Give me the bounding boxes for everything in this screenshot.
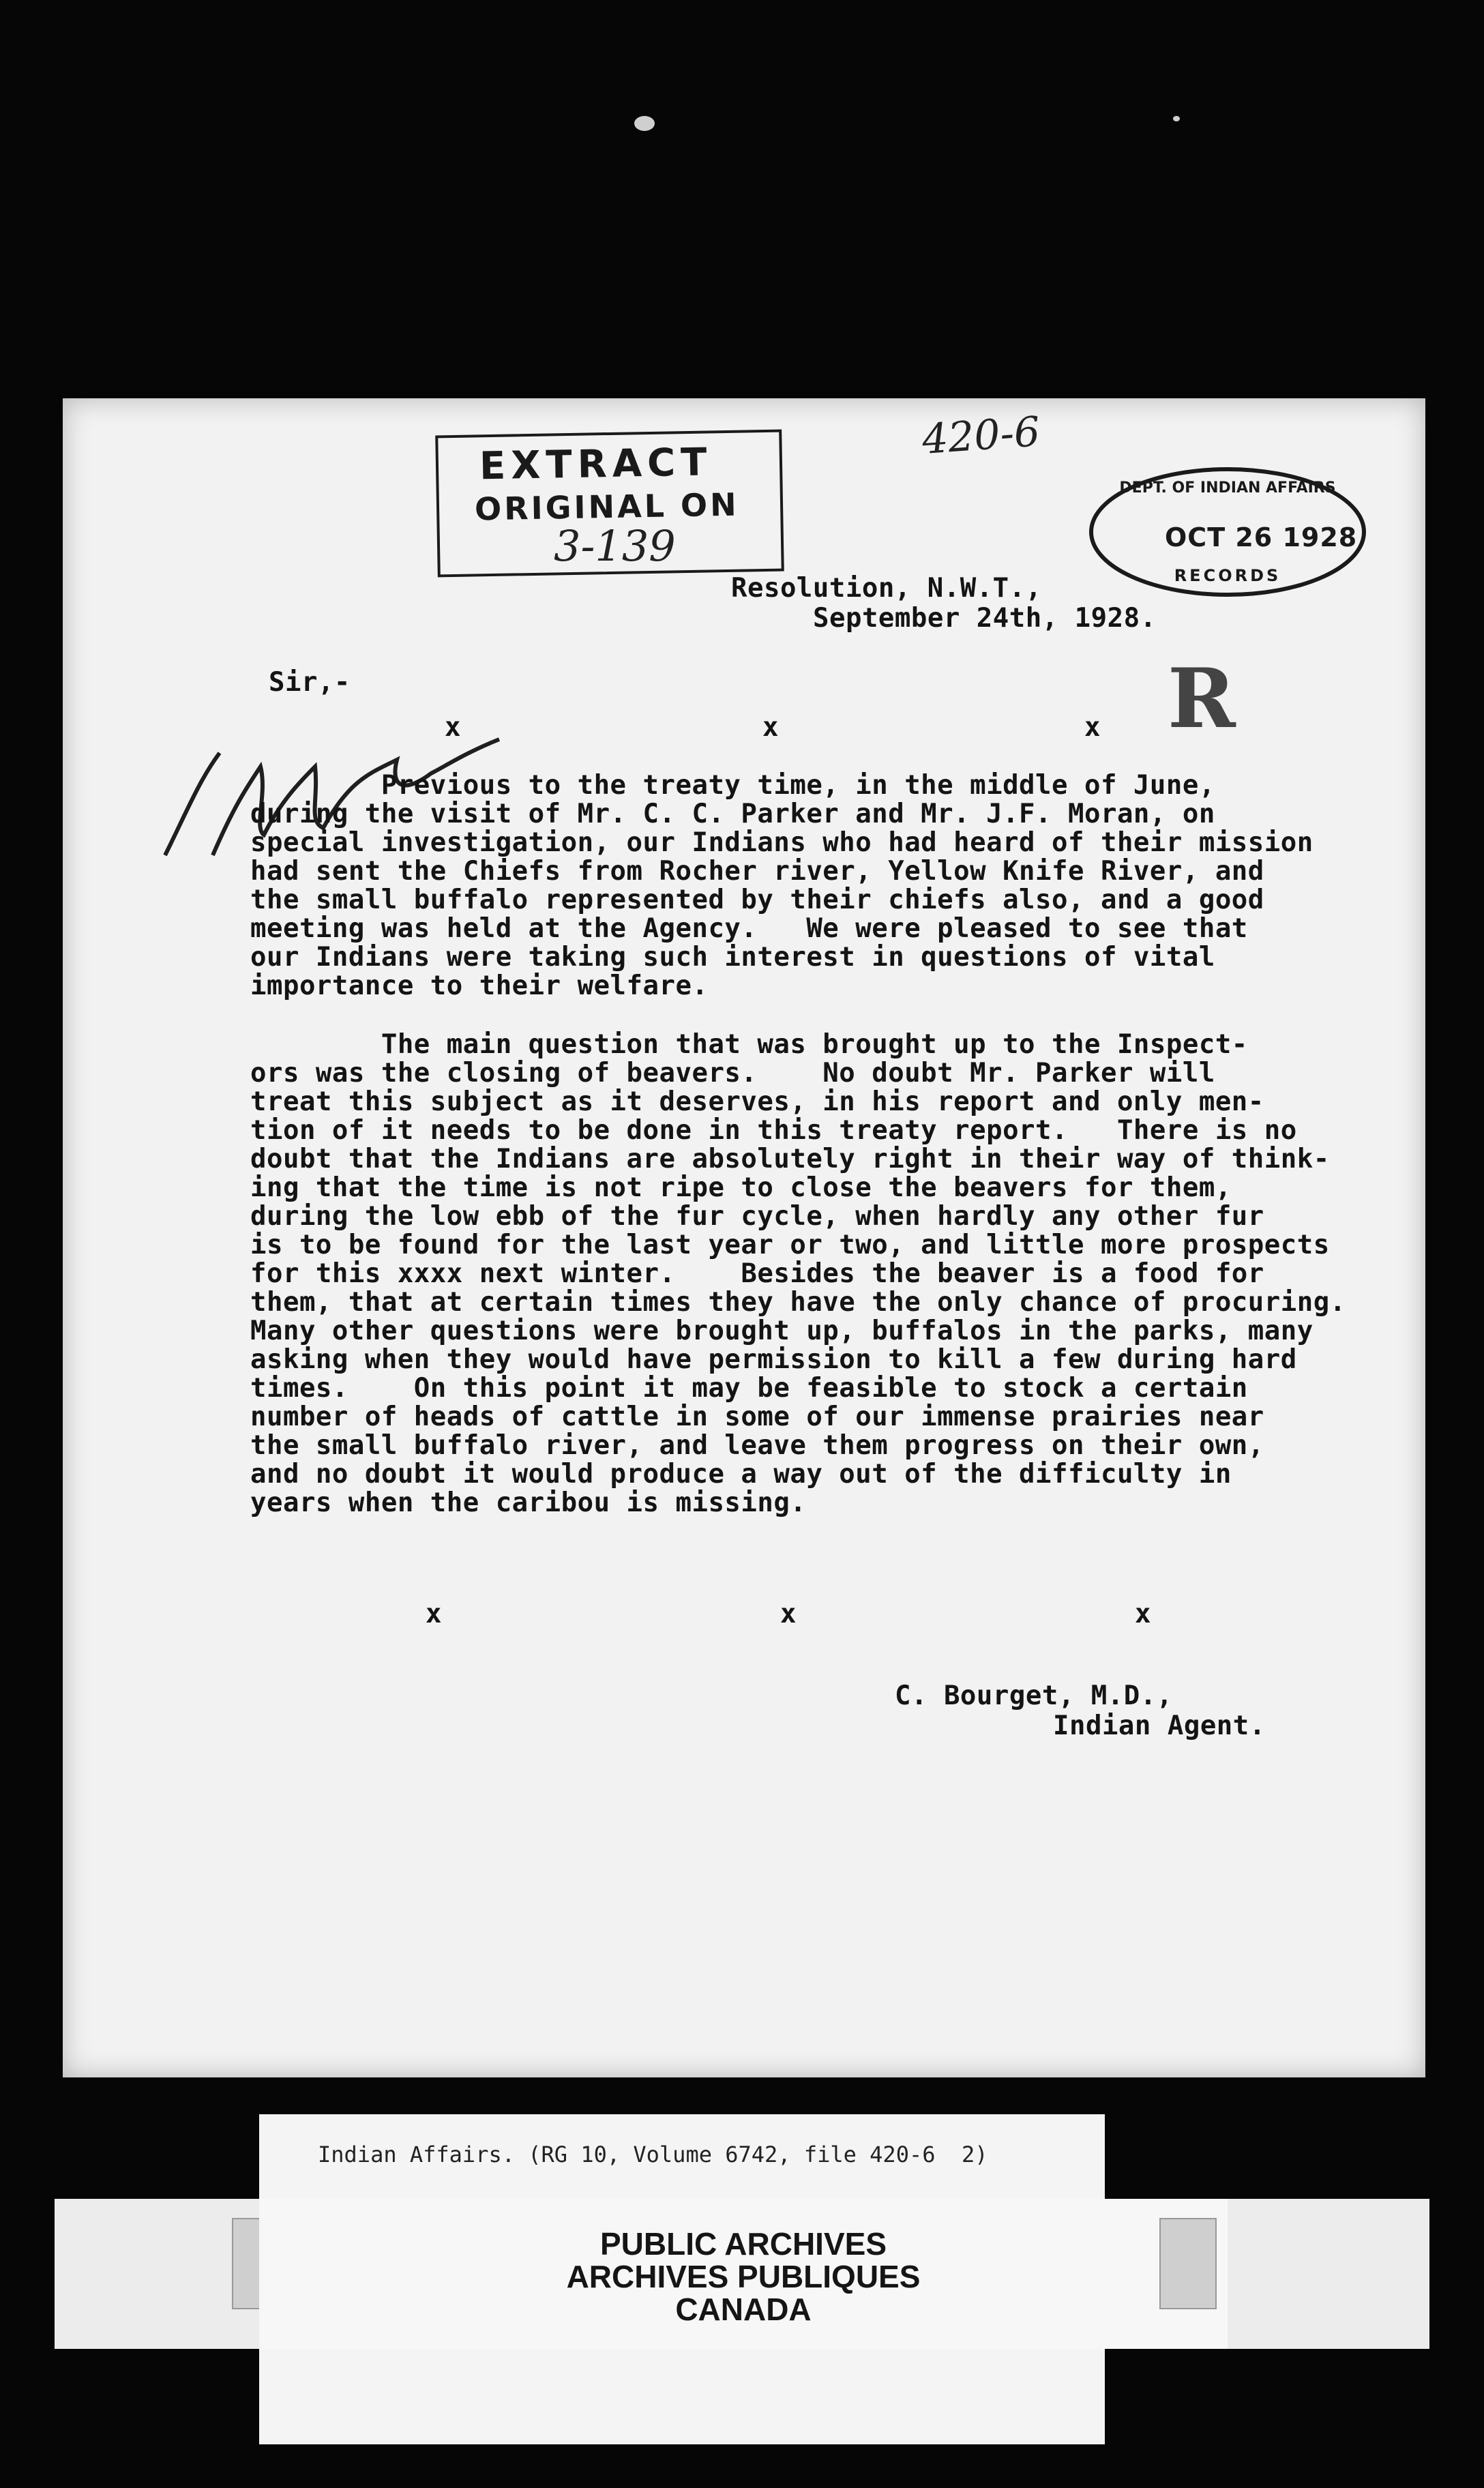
paragraph-line: and no doubt it would produce a way out of the difficulty in (250, 1459, 1232, 1490)
separator-mark: x (426, 1599, 442, 1629)
paragraph-line: years when the caribou is missing. (250, 1487, 807, 1518)
paragraph-line: asking when they would have permission to kill a few during hard (250, 1344, 1297, 1375)
separator-mark: x (1084, 712, 1101, 743)
records-stamp-bottom-text: RECORDS (1174, 566, 1281, 585)
film-speck (634, 116, 655, 131)
paragraph-line: our Indians were taking such interest in questions of vital (250, 942, 1215, 973)
received-mark: R (1168, 651, 1236, 747)
paragraph-line: for this xxxx next winter. Besides the beaver is a food for (250, 1258, 1264, 1289)
archive-reference-strip (259, 2114, 1105, 2199)
signature-name: C. Bourget, M.D., (895, 1680, 1173, 1711)
extract-stamp-title: EXTRACT (479, 440, 713, 489)
paragraph-line: had sent the Chiefs from Rocher river, Yellow Knife River, and (250, 856, 1264, 887)
paragraph-line: doubt that the Indians are absolutely right in their way of think- (250, 1144, 1330, 1174)
paragraph-line: Previous to the treaty time, in the middle of June, (250, 770, 1215, 801)
separator-mark: x (1135, 1599, 1151, 1629)
archive-line-1: PUBLIC ARCHIVES (600, 2226, 887, 2262)
signature-title: Indian Agent. (1053, 1710, 1266, 1741)
paragraph-line: ors was the closing of beavers. No doubt Mr. Parker will (250, 1058, 1215, 1088)
archive-label-bottom-strip (259, 2349, 1105, 2444)
paragraph-line: number of heads of cattle in some of our immense prairies near (250, 1402, 1264, 1432)
paragraph-line: ing that the time is not ripe to close the beavers for them, (250, 1172, 1232, 1203)
letter-date: September 24th, 1928. (813, 603, 1157, 634)
letter-page (63, 398, 1425, 2077)
paragraph-line: the small buffalo represented by their chiefs also, and a good (250, 885, 1264, 915)
extract-stamp-subtitle: ORIGINAL ON (474, 486, 740, 528)
paragraph-line: special investigation, our Indians who had heard of their mission (250, 827, 1314, 858)
paragraph-line: treat this subject as it deserves, in his report and only men- (250, 1086, 1264, 1117)
paragraph-line: during the visit of Mr. C. C. Parker and Mr. J.F. Moran, on (250, 799, 1215, 829)
archive-line-3: CANADA (675, 2292, 812, 2327)
film-speck (1173, 116, 1180, 121)
separator-mark: x (762, 712, 779, 743)
archive-reference: Indian Affairs. (RG 10, Volume 6742, file 420-6 2) (318, 2142, 988, 2167)
archive-line-2: ARCHIVES PUBLIQUES (566, 2259, 921, 2294)
label-tape-right (1159, 2218, 1217, 2309)
paragraph-line: Many other questions were brought up, buffalos in the parks, many (250, 1316, 1314, 1346)
archive-label (55, 2199, 1429, 2349)
separator-mark: x (445, 712, 461, 743)
paragraph-line: times. On this point it may be feasible to stock a certain (250, 1373, 1248, 1404)
paragraph-line: tion of it needs to be done in this treaty report. There is no (250, 1115, 1297, 1146)
paragraph-line: the small buffalo river, and leave them progress on their own, (250, 1430, 1264, 1461)
separator-mark: x (780, 1599, 797, 1629)
records-stamp-top-text: DEPT. OF INDIAN AFFAIRS (1119, 479, 1336, 497)
paragraph-line: during the low ebb of the fur cycle, when hardly any other fur (250, 1201, 1264, 1232)
paragraph-line: is to be found for the last year or two, and little more prospects (250, 1230, 1330, 1260)
archive-label-center (259, 2199, 1228, 2349)
paragraph-line: The main question that was brought up to the Inspect- (250, 1029, 1248, 1060)
paragraph-line: them, that at certain times they have the only chance of procuring. (250, 1287, 1346, 1318)
letter-place: Resolution, N.W.T., (731, 573, 1042, 604)
extract-file-reference: 3-139 (554, 521, 676, 571)
salutation: Sir,- (269, 667, 351, 698)
paragraph-line: importance to their welfare. (250, 971, 709, 1001)
paragraph-line: meeting was held at the Agency. We were pleased to see that (250, 913, 1248, 944)
file-number-note: 420-6 (920, 408, 1042, 464)
records-stamp-date: OCT 26 1928 (1165, 522, 1358, 552)
